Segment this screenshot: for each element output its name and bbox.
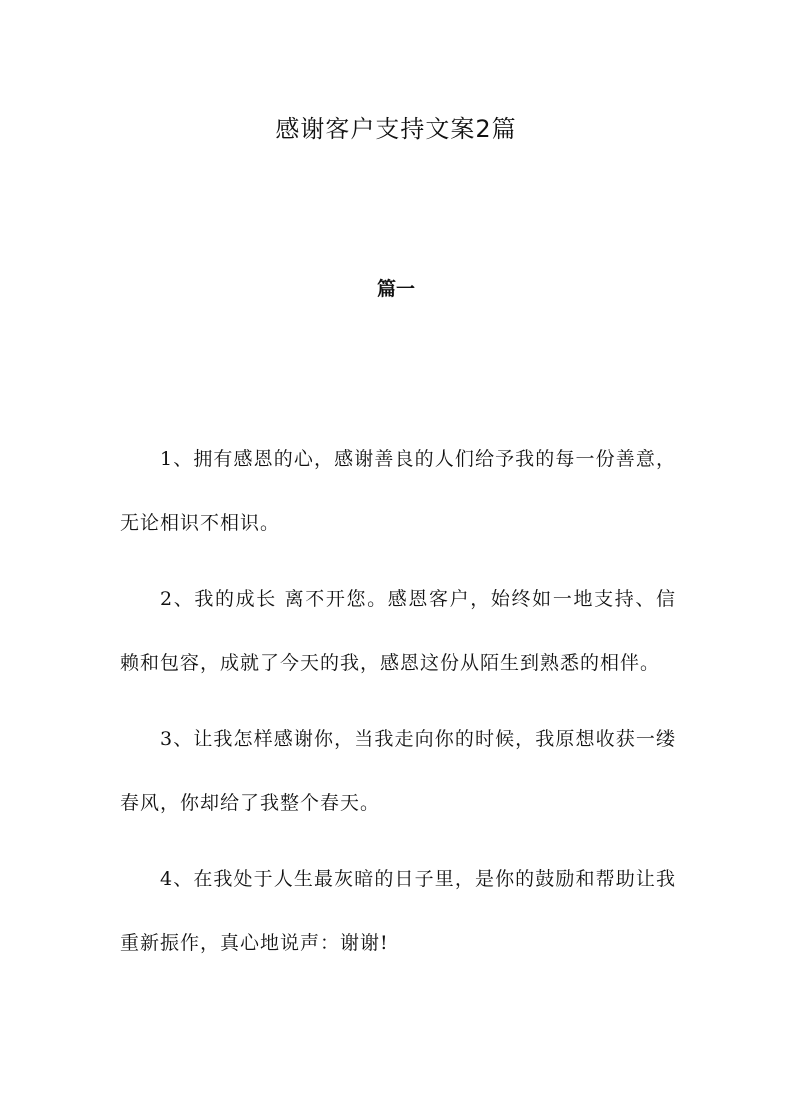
paragraph-4: 4、在我处于人生最灰暗的日子里，是你的鼓励和帮助让我重新振作，真心地说声：谢谢!	[120, 868, 676, 954]
paragraph-2: 2、我的成长 离不开您。感恩客户，始终如一地支持、信赖和包容，成就了今天的我，感恩这份从陌生到熟悉的相伴。	[120, 588, 676, 674]
paragraph-1: 1、拥有感恩的心，感谢善良的人们给予我的每一份善意，无论相识不相识。	[120, 448, 676, 534]
document-body	[120, 427, 676, 987]
paragraph-3: 3、让我怎样感谢你，当我走向你的时候，我原想收获一缕春风，你却给了我整个春天。	[120, 728, 676, 814]
page-title: 感谢客户支持文案2篇	[275, 115, 517, 143]
section-heading: 篇一	[376, 278, 415, 300]
